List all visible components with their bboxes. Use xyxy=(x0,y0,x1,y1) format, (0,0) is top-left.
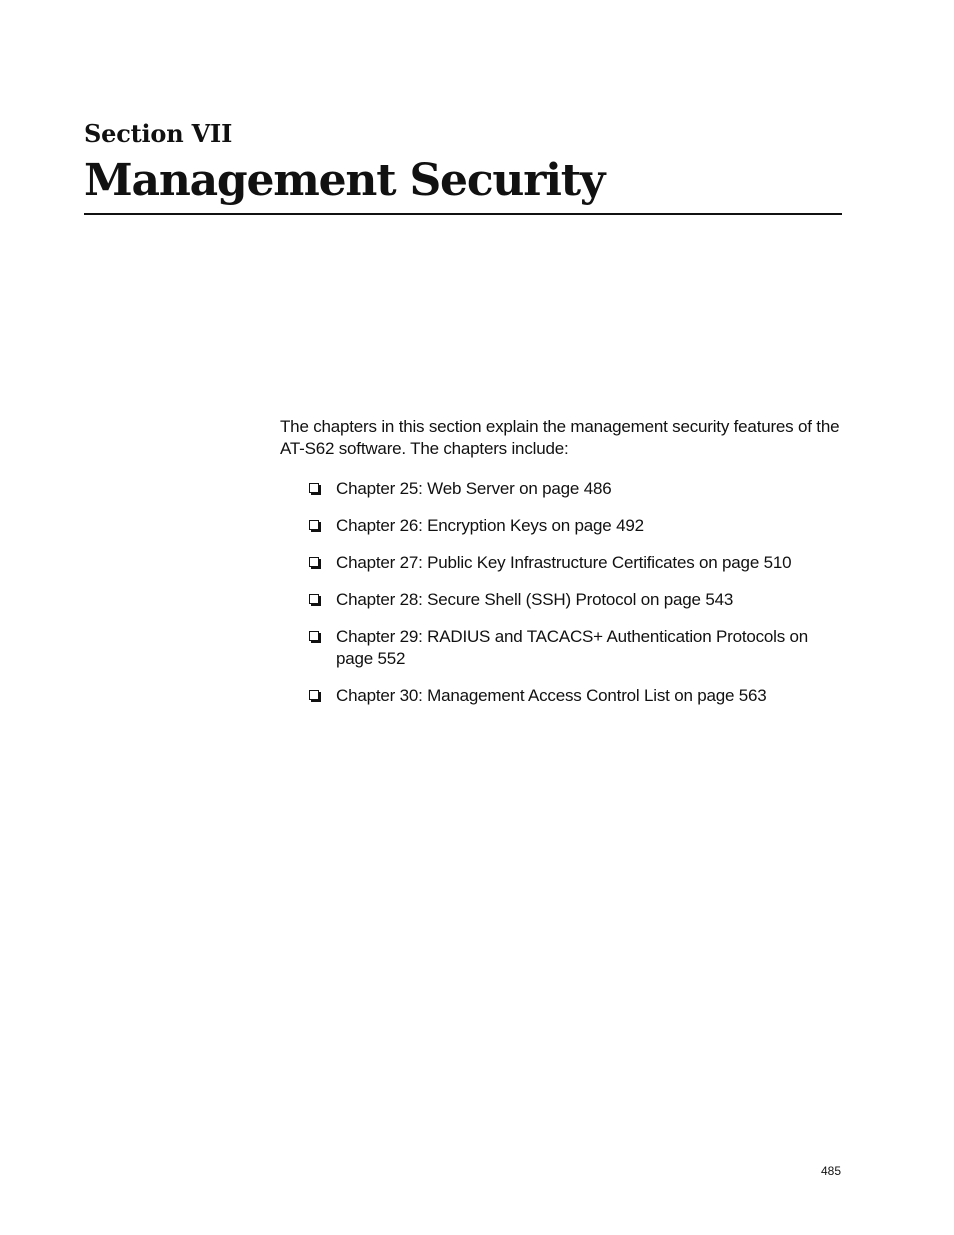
checkbox-bullet-icon xyxy=(309,483,319,493)
list-item xyxy=(306,589,846,611)
chapter-link[interactable]: Chapter 25: Web Server on page 486 xyxy=(336,479,612,498)
chapter-link[interactable]: Chapter 26: Encryption Keys on page 492 xyxy=(336,516,644,535)
chapter-list xyxy=(306,478,846,722)
checkbox-bullet-icon xyxy=(309,520,319,530)
list-item xyxy=(306,515,846,537)
chapter-link[interactable]: Chapter 27: Public Key Infrastructure Certificates on page 510 xyxy=(336,553,792,572)
intro-paragraph: The chapters in this section explain the management security features of the AT-S62 software. The chapters include: xyxy=(280,417,840,458)
list-item xyxy=(306,685,846,707)
list-item xyxy=(306,478,846,500)
section-label: Section VII xyxy=(84,119,233,148)
chapter-link[interactable]: Chapter 29: RADIUS and TACACS+ Authentication Protocols on page 552 xyxy=(336,627,809,668)
checkbox-bullet-icon xyxy=(309,594,319,604)
page-title: Management Security xyxy=(84,155,605,206)
checkbox-bullet-icon xyxy=(309,690,319,700)
checkbox-bullet-icon xyxy=(309,631,319,641)
chapter-link[interactable]: Chapter 28: Secure Shell (SSH) Protocol on page 543 xyxy=(336,590,734,609)
page-number: 485 xyxy=(820,1164,841,1178)
chapter-link[interactable]: Chapter 30: Management Access Control List on page 563 xyxy=(336,686,767,705)
list-item xyxy=(306,626,846,670)
title-divider xyxy=(84,213,842,215)
list-item xyxy=(306,552,846,574)
checkbox-bullet-icon xyxy=(309,557,319,567)
